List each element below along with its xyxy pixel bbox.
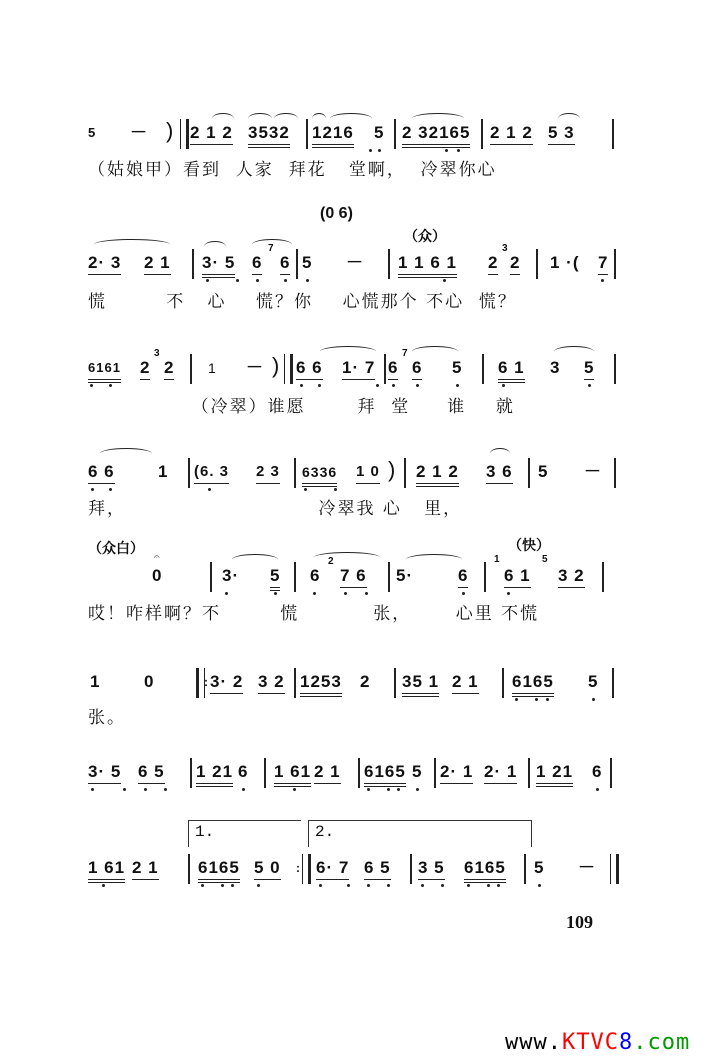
- low-octave-dot: [367, 884, 370, 887]
- low-octave-dot: [467, 884, 470, 887]
- note-group: 1· 7: [342, 358, 375, 380]
- watermark-part: 8: [618, 1030, 634, 1055]
- bracket-annotation: (0 6): [320, 205, 353, 222]
- note: 5: [534, 858, 545, 877]
- note-group: 1216: [312, 123, 354, 148]
- note-group: 35 1: [402, 672, 439, 697]
- note: 6: [458, 566, 468, 588]
- low-octave-dot: [109, 488, 112, 491]
- note-group: 1 1 6 1: [398, 253, 457, 278]
- barline: [612, 119, 614, 149]
- barline: [481, 119, 483, 149]
- low-octave-dot: [109, 384, 112, 387]
- barline: [188, 854, 190, 884]
- note: 5·: [396, 566, 414, 585]
- slur: [232, 554, 278, 565]
- low-octave-dot: [300, 384, 303, 387]
- barline: [188, 458, 190, 488]
- note-group: 2· 1: [484, 762, 517, 784]
- low-octave-dot: [91, 788, 94, 791]
- note: 6: [252, 253, 262, 275]
- note: 1: [90, 672, 101, 691]
- note-group: 3 2: [558, 566, 585, 588]
- barline: [484, 562, 486, 592]
- low-octave-dot: [208, 488, 211, 491]
- lyrics-line-6: 张。: [88, 708, 126, 728]
- low-octave-dot: [601, 279, 604, 282]
- grace-note: 7: [402, 348, 408, 359]
- lyrics-line-5: 哎！咋样啊？不 慌 张， 心里 不慌: [88, 604, 540, 624]
- note-group: 3532: [248, 123, 290, 148]
- note-group: 7 6: [340, 566, 367, 588]
- repeat-dots: :: [204, 675, 209, 689]
- note: 5: [584, 358, 594, 380]
- dash: －: [246, 358, 264, 377]
- note-group: 3 2: [258, 672, 285, 694]
- barline: [614, 354, 616, 384]
- low-octave-dot: [256, 279, 259, 282]
- note: 2: [140, 358, 150, 380]
- watermark-part: www.: [505, 1030, 562, 1055]
- low-octave-dot: [416, 788, 419, 791]
- note: 2: [164, 358, 174, 380]
- slur: [100, 448, 152, 459]
- note: 0: [152, 566, 163, 585]
- low-octave-dot: [376, 384, 379, 387]
- note-group: 6165: [464, 858, 506, 883]
- note: 6: [280, 253, 290, 275]
- system-8: [88, 858, 618, 882]
- page-number: 109: [566, 912, 593, 932]
- low-octave-dot: [318, 384, 321, 387]
- barline: [190, 354, 192, 384]
- note: 5: [374, 123, 385, 142]
- note-group: 6161: [88, 358, 121, 383]
- fermata-icon: 𝄐: [154, 552, 160, 563]
- final-barline: [610, 854, 619, 884]
- barline: [294, 668, 296, 698]
- low-octave-dot: [416, 384, 419, 387]
- note: 5: [270, 566, 280, 591]
- low-octave-dot: [462, 592, 465, 595]
- note-group: 1 61: [274, 762, 311, 787]
- note-group: 3· 5: [88, 762, 121, 784]
- low-octave-dot: [164, 788, 167, 791]
- slur: [274, 113, 298, 124]
- note: 2: [488, 253, 498, 275]
- low-octave-dot: [225, 592, 228, 595]
- note-group: 3 6: [486, 462, 513, 484]
- note-group: 6 6: [296, 358, 323, 380]
- low-octave-dot: [535, 698, 538, 701]
- low-octave-dot: [221, 884, 224, 887]
- system-5: [88, 552, 618, 590]
- slur: [554, 346, 594, 357]
- barline: [410, 854, 412, 884]
- note: 6: [412, 358, 422, 380]
- barline: [190, 758, 192, 788]
- close-paren: ): [272, 353, 281, 378]
- repeat-end-barline: [302, 854, 311, 884]
- note-group: 6 5: [364, 858, 391, 880]
- barline: [482, 354, 484, 384]
- note-group: 2 1: [144, 253, 171, 275]
- low-octave-dot: [507, 592, 510, 595]
- low-octave-dot: [502, 384, 505, 387]
- system-1: [88, 118, 618, 147]
- barline: [384, 354, 386, 384]
- note-group: 6336: [302, 462, 337, 487]
- singer-label: （众）: [404, 229, 446, 245]
- slur: [558, 113, 580, 124]
- low-octave-dot: [144, 788, 147, 791]
- barline: [210, 562, 212, 592]
- low-octave-dot: [319, 884, 322, 887]
- note-group: 2 32165: [402, 123, 470, 148]
- low-octave-dot: [515, 698, 518, 701]
- low-octave-dot: [306, 279, 309, 282]
- close-paren: ): [388, 457, 397, 482]
- note-group: 2 1 2: [190, 123, 233, 145]
- low-octave-dot: [313, 592, 316, 595]
- low-octave-dot: [344, 592, 347, 595]
- repeat-dots: :: [296, 861, 301, 875]
- low-octave-dot: [497, 884, 500, 887]
- dash: －: [346, 253, 364, 272]
- grace-note: 2: [328, 556, 334, 567]
- lyrics-line-2: 慌 不 心 慌？你 心慌那个 不心 慌？: [88, 292, 517, 312]
- slur: [412, 113, 464, 124]
- barline: [602, 562, 604, 592]
- low-octave-dot: [284, 279, 287, 282]
- note: 1: [158, 462, 169, 481]
- slur: [204, 241, 226, 252]
- grace-note: 3: [502, 243, 508, 254]
- system-6: [88, 672, 618, 696]
- low-octave-dot: [387, 884, 390, 887]
- grace-note: 5: [542, 554, 548, 565]
- note-group: 1253: [300, 672, 342, 697]
- note: 2: [510, 253, 520, 275]
- barline: [524, 854, 526, 884]
- volta-2: 2.: [308, 820, 532, 847]
- barline: [528, 458, 530, 488]
- low-octave-dot: [592, 698, 595, 701]
- low-octave-dot: [546, 698, 549, 701]
- note-group: 2· 3: [88, 253, 121, 275]
- slur: [320, 346, 376, 357]
- system-3: [88, 348, 618, 382]
- dash: －: [578, 858, 596, 877]
- lyrics-line-1: （姑娘甲）看到 人家 拜花 堂啊， 冷翠你心: [88, 160, 497, 180]
- note-group: 1 ·(: [550, 253, 580, 272]
- note-group: 2 3: [256, 462, 280, 484]
- barline: [434, 758, 436, 788]
- low-octave-dot: [242, 788, 245, 791]
- system-7: [88, 762, 618, 786]
- note-group: 1 0: [356, 462, 380, 484]
- lyrics-line-3: （冷翠）谁愿 拜 堂 谁 就: [88, 397, 515, 417]
- barline: [388, 249, 390, 279]
- barline: [294, 562, 296, 592]
- barline: [502, 668, 504, 698]
- note-group: 2 1: [452, 672, 479, 694]
- note-group: 6 1: [498, 358, 525, 383]
- double-barline: [284, 354, 293, 384]
- low-octave-dot: [457, 149, 460, 152]
- slur: [312, 113, 326, 124]
- note: 5: [88, 125, 97, 140]
- low-octave-dot: [369, 149, 372, 152]
- low-octave-dot: [378, 149, 381, 152]
- note-group: 6· 7: [316, 858, 349, 880]
- barline: [264, 758, 266, 788]
- slur: [406, 554, 462, 565]
- note-group: 3 5: [418, 858, 445, 880]
- low-octave-dot: [441, 884, 444, 887]
- slur: [412, 346, 458, 357]
- barline: [614, 458, 616, 488]
- dash: －: [584, 462, 602, 481]
- dash: －: [130, 123, 148, 142]
- low-octave-dot: [236, 279, 239, 282]
- note: 3: [550, 358, 561, 377]
- note: 5: [302, 253, 313, 272]
- note: 6: [310, 566, 321, 585]
- barline: [358, 758, 360, 788]
- low-octave-dot: [90, 384, 93, 387]
- low-octave-dot: [443, 279, 446, 282]
- low-octave-dot: [334, 488, 337, 491]
- note-group: 5 3: [548, 123, 575, 145]
- note: 5: [412, 762, 423, 781]
- low-octave-dot: [257, 884, 260, 887]
- low-octave-dot: [201, 884, 204, 887]
- slur: [94, 239, 170, 250]
- slur: [248, 113, 272, 124]
- note-group: 6 6: [88, 462, 115, 484]
- low-octave-dot: [274, 592, 277, 595]
- note-group: 2· 1: [440, 762, 473, 784]
- note-group: (6. 3: [194, 462, 229, 484]
- barline: [612, 668, 614, 698]
- low-octave-dot: [293, 788, 296, 791]
- note-group: 3· 5: [202, 253, 235, 278]
- low-octave-dot: [487, 884, 490, 887]
- slur: [314, 552, 380, 563]
- note-group: 2 1: [132, 858, 159, 880]
- low-octave-dot: [91, 488, 94, 491]
- low-octave-dot: [367, 788, 370, 791]
- note: 5: [588, 672, 599, 691]
- low-octave-dot: [538, 884, 541, 887]
- grace-note: 7: [268, 243, 274, 254]
- low-octave-dot: [102, 884, 105, 887]
- low-octave-dot: [456, 384, 459, 387]
- note: 1: [208, 360, 217, 376]
- note-group: 5 0: [254, 858, 281, 880]
- barline: [296, 249, 298, 279]
- slur: [252, 239, 292, 250]
- barline: [306, 119, 308, 149]
- barline: [394, 119, 396, 149]
- barline: [192, 249, 194, 279]
- note-group: 6165: [198, 858, 240, 883]
- note-group: 6165: [512, 672, 554, 697]
- low-octave-dot: [596, 788, 599, 791]
- slur: [212, 113, 234, 124]
- low-octave-dot: [387, 788, 390, 791]
- low-octave-dot: [392, 384, 395, 387]
- close-paren: ): [166, 118, 175, 143]
- slur: [330, 113, 372, 124]
- low-octave-dot: [123, 788, 126, 791]
- barline: [294, 458, 296, 488]
- watermark: [505, 1030, 690, 1055]
- grace-note: 3: [154, 348, 160, 359]
- low-octave-dot: [347, 884, 350, 887]
- note-group: 1 21: [196, 762, 233, 787]
- barline: [404, 458, 406, 488]
- note: 6: [592, 762, 603, 781]
- note: 7: [598, 253, 608, 275]
- low-octave-dot: [231, 884, 234, 887]
- note-group: 2 1: [314, 762, 341, 784]
- note-group: 1 61: [88, 858, 125, 883]
- note: 5: [452, 358, 463, 377]
- note-group: 6165: [364, 762, 406, 787]
- barline: [610, 758, 612, 788]
- low-octave-dot: [206, 279, 209, 282]
- system-2: [88, 243, 618, 277]
- note-group: 6 1: [504, 566, 531, 588]
- grace-note: 1: [494, 554, 500, 565]
- tempo-label: （快）: [508, 538, 550, 554]
- low-octave-dot: [421, 884, 424, 887]
- double-barline: [180, 119, 189, 149]
- barline: [528, 758, 530, 788]
- slur: [490, 448, 510, 459]
- low-octave-dot: [397, 788, 400, 791]
- low-octave-dot: [365, 592, 368, 595]
- note-group: 2 1 2: [416, 462, 459, 487]
- note-group: 1 21: [536, 762, 573, 787]
- note: 6: [238, 762, 249, 781]
- barline: [388, 562, 390, 592]
- spoken-label: （众白）: [88, 541, 144, 557]
- note: 6: [388, 358, 398, 380]
- note: 0: [144, 672, 155, 691]
- low-octave-dot: [588, 384, 591, 387]
- barline: [614, 249, 616, 279]
- barline: [536, 249, 538, 279]
- volta-1: 1.: [188, 820, 301, 847]
- note: 5: [538, 462, 549, 481]
- note-group: 2 1 2: [490, 123, 533, 145]
- watermark-part: KTVC: [561, 1030, 619, 1055]
- low-octave-dot: [445, 149, 448, 152]
- lyrics-line-4: 拜， 冷翠我 心 里，: [88, 499, 463, 519]
- barline: [394, 668, 396, 698]
- system-4: [88, 457, 618, 486]
- note: 2: [360, 672, 371, 691]
- watermark-part: .com: [633, 1030, 691, 1055]
- note-group: 6 5: [138, 762, 165, 784]
- low-octave-dot: [304, 488, 307, 491]
- note-group: 3· 2: [210, 672, 243, 694]
- note: 3·: [222, 566, 240, 585]
